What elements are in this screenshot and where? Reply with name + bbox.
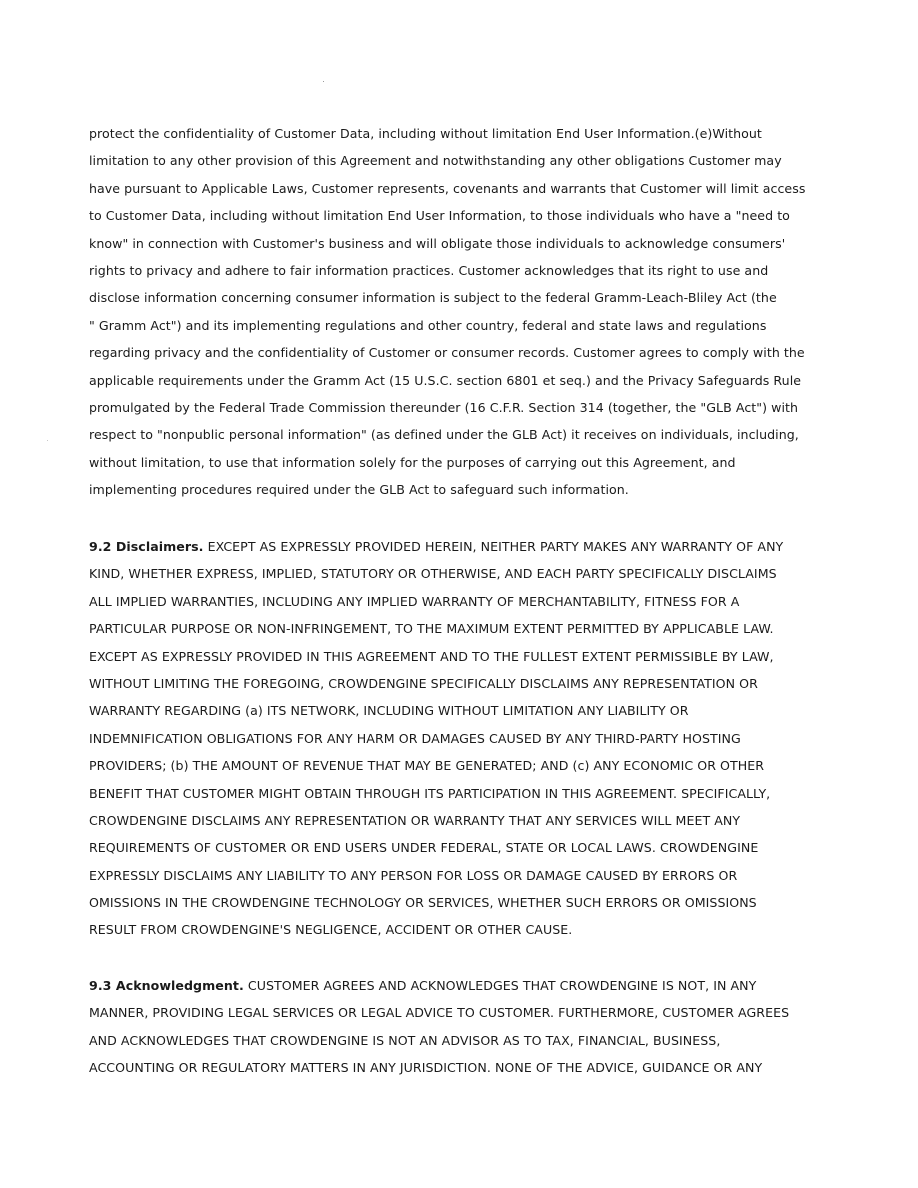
text-line: applicable requirements under the Gramm Act (15 U.S.C. section 6801 et seq.) and the Privacy Safeguards Rule (89, 372, 802, 388)
text-line: " Gramm Act") and its implementing regulations and other country, federal and state laws and regulations (89, 317, 767, 333)
text-line: INDEMNIFICATION OBLIGATIONS FOR ANY HARM OR DAMAGES CAUSED BY ANY THIRD-PARTY HOSTING (89, 730, 741, 746)
section-acknowledgment (89, 972, 829, 1082)
text-line: PROVIDERS; (b) THE AMOUNT OF REVENUE THAT MAY BE GENERATED; AND (c) ANY ECONOMIC OR OTHER (89, 758, 765, 774)
text-line: MANNER, PROVIDING LEGAL SERVICES OR LEGAL ADVICE TO CUSTOMER. FURTHERMORE, CUSTOMER AGREES (89, 1005, 790, 1021)
text-line: WITHOUT LIMITING THE FOREGOING, CROWDENGINE SPECIFICALLY DISCLAIMS ANY REPRESENTATION OR (89, 675, 758, 691)
scan-speck (47, 440, 48, 441)
section-disclaimers (89, 533, 829, 944)
text-line: KIND, WHETHER EXPRESS, IMPLIED, STATUTORY OR OTHERWISE, AND EACH PARTY SPECIFICALLY DISCLAIMS (89, 566, 777, 582)
text-line: without limitation, to use that information solely for the purposes of carrying out this Agreement, and (89, 454, 736, 470)
text-line: to Customer Data, including without limitation End User Information, to those individuals who have a "need to (89, 208, 790, 224)
text-line: WARRANTY REGARDING (a) ITS NETWORK, INCLUDING WITHOUT LIMITATION ANY LIABILITY OR (89, 703, 689, 719)
paragraph-confidentiality (89, 120, 829, 503)
scan-speck (323, 81, 324, 82)
section-text: EXCEPT AS EXPRESSLY PROVIDED HEREIN, NEITHER PARTY MAKES ANY WARRANTY OF ANY (203, 539, 784, 554)
text-line (89, 972, 829, 999)
text-line: protect the confidentiality of Customer Data, including without limitation End User Information.(e)Without (89, 126, 762, 141)
text-line: ACCOUNTING OR REGULATORY MATTERS IN ANY JURISDICTION. NONE OF THE ADVICE, GUIDANCE OR ANY (89, 1060, 763, 1076)
text-line: BENEFIT THAT CUSTOMER MIGHT OBTAIN THROUGH ITS PARTICIPATION IN THIS AGREEMENT. SPECIFICALLY, (89, 785, 771, 801)
section-heading: 9.3 Acknowledgment. (89, 978, 244, 993)
text-line: EXPRESSLY DISCLAIMS ANY LIABILITY TO ANY PERSON FOR LOSS OR DAMAGE CAUSED BY ERRORS OR (89, 867, 738, 883)
text-line: respect to "nonpublic personal information" (as defined under the GLB Act) it receives on individuals, including, (89, 427, 799, 443)
text-line: implementing procedures required under the GLB Act to safeguard such information. (89, 482, 629, 498)
text-line: know" in connection with Customer's business and will obligate those individuals to acknowledge consumers' (89, 235, 786, 251)
section-text: CUSTOMER AGREES AND ACKNOWLEDGES THAT CROWDENGINE IS NOT, IN ANY (243, 978, 757, 993)
text-line: regarding privacy and the confidentiality of Customer or consumer records. Customer agrees to comply with the (89, 345, 805, 361)
text-line: PARTICULAR PURPOSE OR NON-INFRINGEMENT, TO THE MAXIMUM EXTENT PERMITTED BY APPLICABLE LAW. (89, 621, 774, 637)
text-line: disclose information concerning consumer information is subject to the federal Gramm-Leach-Bliley Act (the (89, 290, 777, 306)
text-line: RESULT FROM CROWDENGINE'S NEGLIGENCE, ACCIDENT OR OTHER CAUSE. (89, 922, 573, 938)
text-line (89, 533, 829, 560)
text-line: AND ACKNOWLEDGES THAT CROWDENGINE IS NOT AN ADVISOR AS TO TAX, FINANCIAL, BUSINESS, (89, 1032, 721, 1048)
text-line: REQUIREMENTS OF CUSTOMER OR END USERS UNDER FEDERAL, STATE OR LOCAL LAWS. CROWDENGINE (89, 840, 759, 856)
text-line: limitation to any other provision of this Agreement and notwithstanding any other obligations Customer may (89, 153, 782, 169)
text-line: promulgated by the Federal Trade Commission thereunder (16 C.F.R. Section 314 (together, the "GLB Act") with (89, 399, 799, 415)
text-line: EXCEPT AS EXPRESSLY PROVIDED IN THIS AGREEMENT AND TO THE FULLEST EXTENT PERMISSIBLE BY LAW, (89, 648, 774, 664)
text-line: ALL IMPLIED WARRANTIES, INCLUDING ANY IMPLIED WARRANTY OF MERCHANTABILITY, FITNESS FOR A (89, 593, 740, 609)
text-line: CROWDENGINE DISCLAIMS ANY REPRESENTATION OR WARRANTY THAT ANY SERVICES WILL MEET ANY (89, 812, 741, 828)
text-line: have pursuant to Applicable Laws, Customer represents, covenants and warrants that Customer will limit access (89, 180, 806, 196)
text-line: rights to privacy and adhere to fair information practices. Customer acknowledges that its right to use and (89, 262, 769, 278)
text-line: OMISSIONS IN THE CROWDENGINE TECHNOLOGY OR SERVICES, WHETHER SUCH ERRORS OR OMISSIONS (89, 895, 757, 911)
section-heading: 9.2 Disclaimers. (89, 539, 204, 554)
